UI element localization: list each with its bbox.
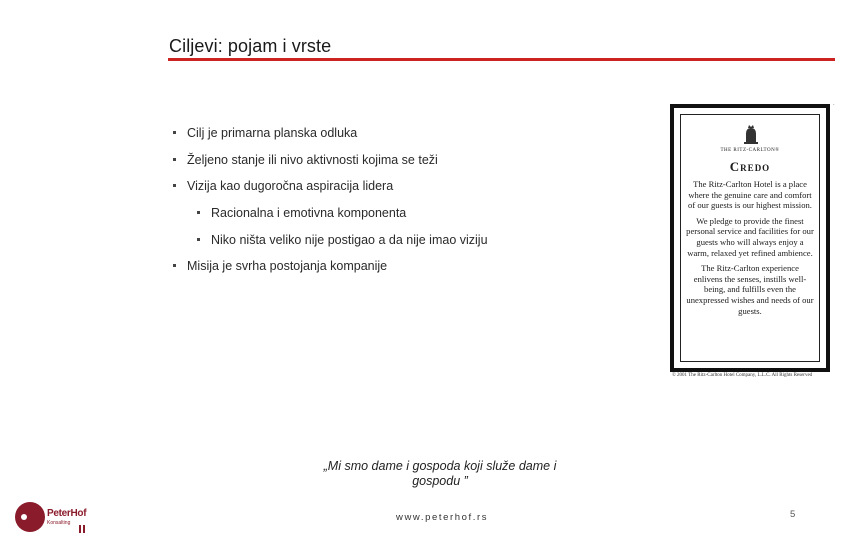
title-underline bbox=[168, 58, 835, 61]
sub-bullet-item: Niko ništa veliko nije postigao a da nije imao viziju bbox=[194, 231, 488, 258]
credo-heading: Credo bbox=[729, 159, 771, 174]
bullet-item: Misija je svrha postojanja kompanije bbox=[170, 257, 488, 284]
bullet-item: Željeno stanje ili nivo aktivnosti kojima se teži bbox=[170, 151, 488, 178]
credo-paragraph: We pledge to provide the finest personal service and facilities for our guests who will always enjoy a warm, relaxed yet refined ambience. bbox=[686, 215, 814, 258]
peterhof-logo bbox=[15, 502, 125, 532]
bullet-item: Vizija kao dugoročna aspiracija lidera bbox=[170, 177, 488, 204]
logo-name: PeterHof bbox=[47, 508, 87, 519]
credo-paragraph: The Ritz-Carlton experience enlivens the senses, instills well-being, and fulfills even the unexpressed wishes and needs of our guests. bbox=[686, 263, 814, 316]
credo-brand: THE RITZ-CARLTON® bbox=[720, 148, 780, 153]
lion-crest-icon bbox=[740, 124, 762, 146]
logo-tagline: Konsalting bbox=[47, 520, 71, 526]
dot-mark: . bbox=[833, 101, 835, 107]
footer-url: www.peterhof.rs bbox=[396, 512, 489, 523]
ritz-carlton-credo-image bbox=[670, 104, 830, 372]
sub-bullet-item: Racionalna i emotivna komponenta bbox=[194, 204, 488, 231]
slide-title: Ciljevi: pojam i vrste bbox=[169, 36, 332, 56]
logo-circle-icon bbox=[15, 502, 45, 532]
credo-card bbox=[674, 108, 826, 368]
credo-copyright: © 2001 The Ritz-Carlton Hotel Company, L.L.C. All Rights Reserved bbox=[672, 373, 813, 378]
page-number: 5 bbox=[790, 509, 796, 520]
bullet-list bbox=[170, 124, 488, 284]
logo-bars-icon bbox=[79, 520, 87, 538]
bullet-item: Cilj je primarna planska odluka bbox=[170, 124, 488, 151]
quote-text: „Mi smo dame i gospoda koji služe dame i gospodu ” bbox=[323, 459, 557, 488]
credo-paragraph: The Ritz-Carlton Hotel is a place where the genuine care and comfort of our guests is our highest mission. bbox=[688, 179, 812, 211]
credo-body bbox=[686, 179, 814, 321]
